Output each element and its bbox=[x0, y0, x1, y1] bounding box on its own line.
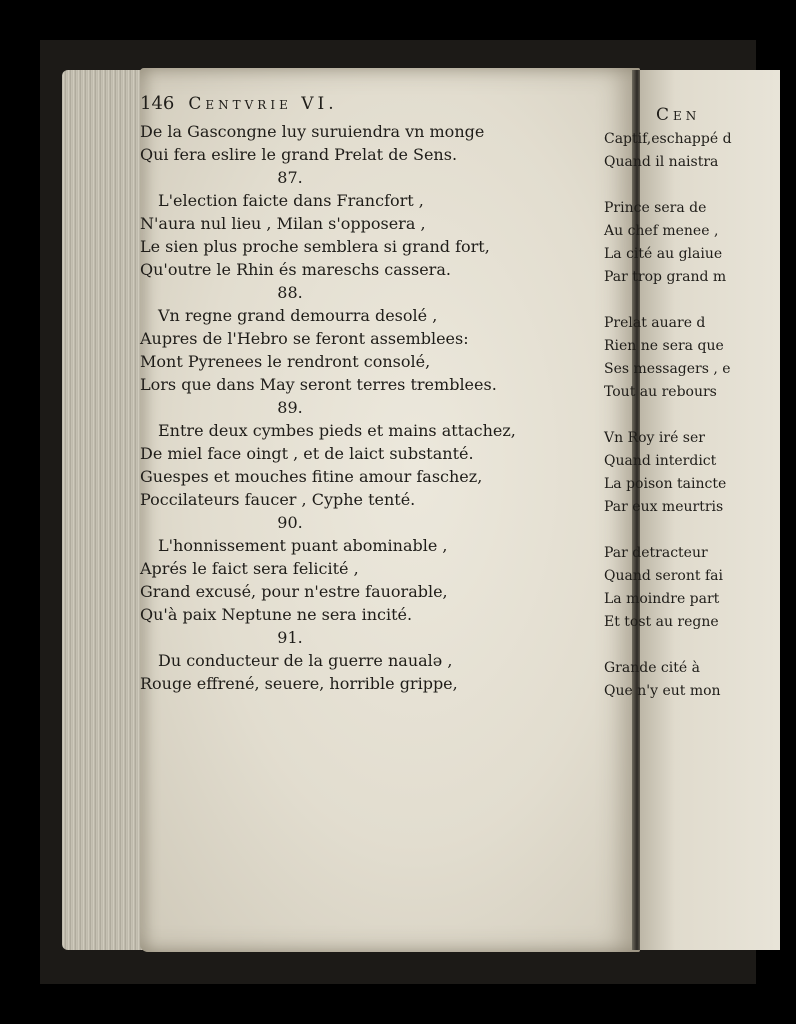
verse-line: Du conducteur de la guerre naualə , bbox=[158, 651, 453, 670]
quatrain-number: 89. bbox=[277, 398, 303, 417]
partial-verse-line: La moindre part bbox=[604, 591, 720, 607]
stanza-gap bbox=[604, 289, 716, 312]
running-head bbox=[140, 92, 580, 120]
quatrain-number: 88. bbox=[277, 283, 303, 302]
right-verse-lines bbox=[604, 128, 732, 703]
partial-verse-line: Par trop grand m bbox=[604, 269, 727, 285]
verse-line: Qui fera eslire le grand Prelat de Sens. bbox=[140, 145, 458, 164]
verse-line: Qu'outre le Rhin és mareschs cassera. bbox=[140, 260, 451, 279]
verse-line: Poccilateurs faucer , Cyphe tenté. bbox=[140, 490, 416, 509]
partial-verse-line: Vn Roy iré ser bbox=[604, 430, 705, 446]
partial-verse-line: Au chef menee , bbox=[604, 223, 719, 239]
stanza-gap bbox=[604, 634, 716, 657]
running-head-title: Centvrie VI. bbox=[188, 94, 338, 114]
partial-verse-line: Rien ne sera que bbox=[604, 338, 724, 354]
partial-verse-line: Tout au rebours bbox=[604, 384, 717, 400]
verse-line: Vn regne grand demourra desolé , bbox=[158, 306, 438, 325]
partial-verse-line: Quand seront fai bbox=[604, 568, 723, 584]
verse-line: Aprés le faict sera felicité , bbox=[140, 559, 359, 578]
verse-line: L'honnissement puant abominable , bbox=[158, 536, 448, 555]
verse-line: Le sien plus proche semblera si grand fort, bbox=[140, 237, 490, 256]
verse-line: Rouge effrené, seuere, horrible grippe, bbox=[140, 674, 458, 693]
partial-verse-line: Captif,eschappé d bbox=[604, 131, 732, 147]
verse-line: N'aura nul lieu , Milan s'opposera , bbox=[140, 214, 426, 233]
partial-verse-line: Quand interdict bbox=[604, 453, 717, 469]
quatrain-number: 87. bbox=[277, 168, 303, 187]
partial-verse-line: Par detracteur bbox=[604, 545, 708, 561]
partial-verse-line: Grande cité à bbox=[604, 660, 700, 676]
right-page-text bbox=[604, 104, 732, 703]
stanza-gap bbox=[604, 404, 716, 427]
quatrain-number: 90. bbox=[277, 513, 303, 532]
partial-verse-line: La cité au glaiue bbox=[604, 246, 723, 262]
stanza-gap bbox=[604, 174, 716, 197]
verse-line: Qu'à paix Neptune ne sera incité. bbox=[140, 605, 413, 624]
stanza-gap bbox=[604, 519, 716, 542]
left-verse-lines bbox=[140, 120, 580, 695]
verse-line: Entre deux cymbes pieds et mains attachez, bbox=[158, 421, 516, 440]
partial-verse-line: La poison taincte bbox=[604, 476, 727, 492]
quatrain-number: 91. bbox=[277, 628, 303, 647]
page-number: 146 bbox=[140, 93, 175, 114]
verse-line: De miel face oingt , et de laict substanté. bbox=[140, 444, 474, 463]
verse-line: Lors que dans May seront terres tremblees. bbox=[140, 375, 497, 394]
left-page-text bbox=[140, 92, 580, 695]
verse-line: Mont Pyrenees le rendront consolé, bbox=[140, 352, 431, 371]
partial-verse-line: Prince sera de bbox=[604, 200, 707, 216]
partial-verse-line: Prelat auare d bbox=[604, 315, 706, 331]
partial-verse-line: Et tost au regne bbox=[604, 614, 719, 630]
right-running-head: Cen bbox=[656, 105, 701, 125]
verse-line: Guespes et mouches fitine amour faschez, bbox=[140, 467, 483, 486]
partial-verse-line: Par eux meurtris bbox=[604, 499, 724, 515]
partial-verse-line: Que n'y eut mon bbox=[604, 683, 721, 699]
verse-line: Grand excusé, pour n'estre fauorable, bbox=[140, 582, 448, 601]
verse-line: Aupres de l'Hebro se feront assemblees: bbox=[140, 329, 469, 348]
partial-verse-line: Quand il naistra bbox=[604, 154, 719, 170]
partial-verse-line: Ses messagers , e bbox=[604, 361, 731, 377]
verse-line: De la Gascongne luy suruiendra vn monge bbox=[140, 122, 485, 141]
verse-line: L'election faicte dans Francfort , bbox=[158, 191, 424, 210]
